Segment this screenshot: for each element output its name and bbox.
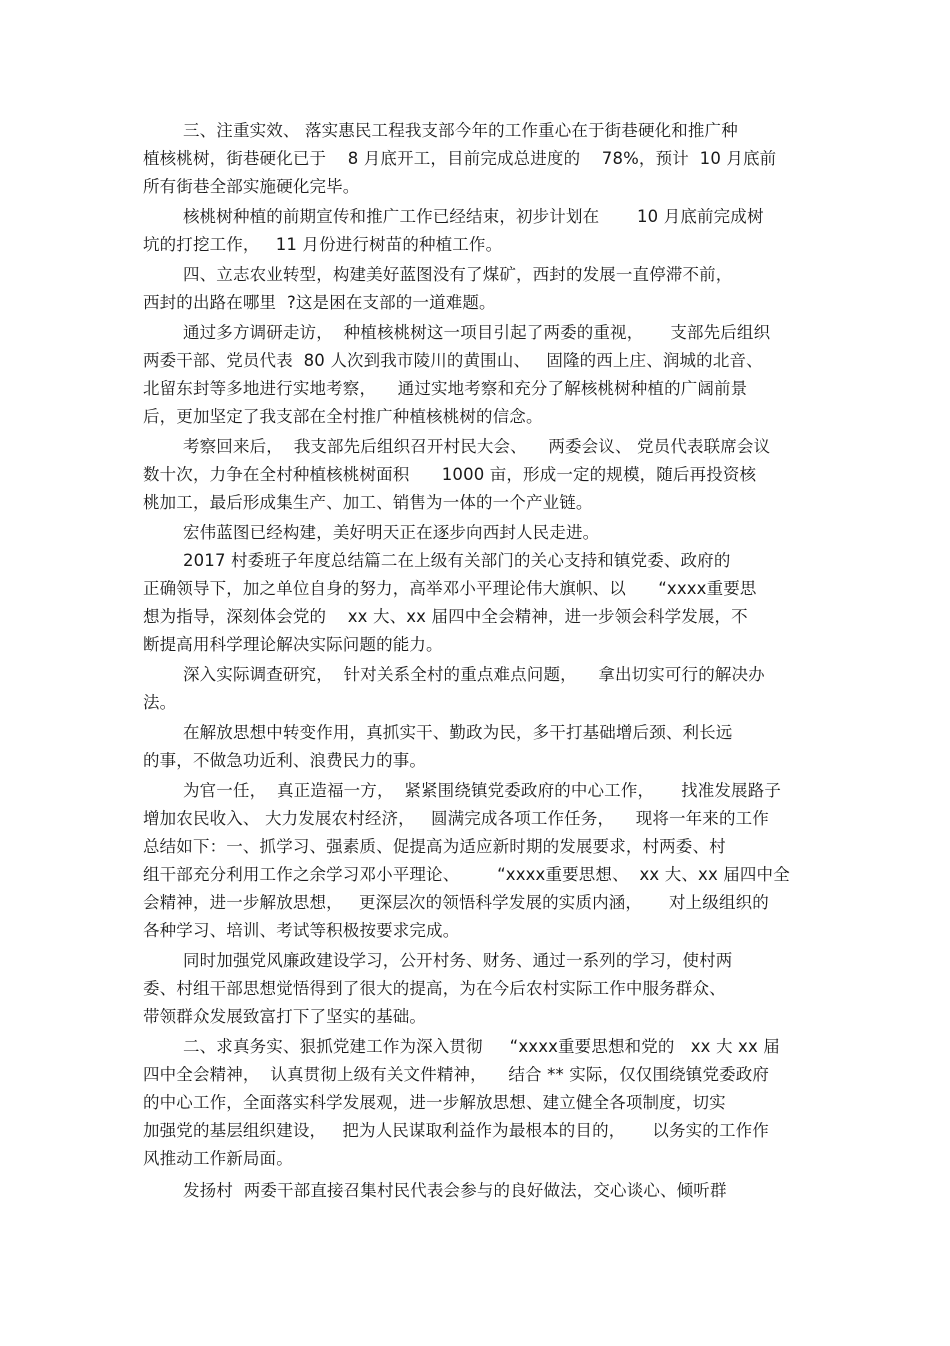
text-line: 组干部充分利用工作之余学习邓小平理论、 “xxxx重要思想、 xx 大、xx 届四中全 bbox=[143, 865, 790, 884]
text-line: 西封的出路在哪里 ?这是困在支部的一道难题。 bbox=[143, 293, 496, 312]
text-line: 委、村组干部思想觉悟得到了很大的提高，为在今后农村实际工作中服务群众、 bbox=[143, 979, 726, 998]
text-line: 想为指导，深刻体会党的 xx 大、xx 届四中全会精神，进一步领会科学发展，不 bbox=[143, 607, 748, 626]
text-line: 增加农民收入、 大力发展农村经济， 圆满完成各项工作任务， 现将一年来的工作 bbox=[143, 809, 769, 828]
text-line: 深入实际调查研究， 针对关系全村的重点难点问题， 拿出切实可行的解决办 bbox=[183, 665, 765, 684]
text-line: 带领群众发展致富打下了坚实的基础。 bbox=[143, 1007, 427, 1026]
text-line: 宏伟蓝图已经构建，美好明天正在逐步向西封人民走进。 bbox=[183, 523, 600, 542]
text-line: 在解放思想中转变作用，真抓实干、勤政为民，多干打基础增后颈、利长远 bbox=[183, 723, 733, 742]
text-line: 断提高用科学理论解决实际问题的能力。 bbox=[143, 635, 443, 654]
text-line: 坑的打挖工作， 11 月份进行树苗的种植工作。 bbox=[143, 235, 503, 254]
text-line: 植核桃树，街巷硬化已于 8 月底开工，目前完成总进度的 78%，预计 10 月底前 bbox=[143, 149, 777, 168]
text-line: 北留东封等多地进行实地考察， 通过实地考察和充分了解核桃树种植的广阔前景 bbox=[143, 379, 748, 398]
text-line: 考察回来后， 我支部先后组织召开村民大会、 两委会议、 党员代表联席会议 bbox=[183, 437, 771, 456]
text-line: 的中心工作，全面落实科学发展观，进一步解放思想、建立健全各项制度，切实 bbox=[143, 1093, 726, 1112]
text-line: 法。 bbox=[143, 693, 177, 712]
text-line: 2017 村委班子年度总结篇二在上级有关部门的关心支持和镇党委、政府的 bbox=[183, 551, 731, 570]
text-line: 同时加强党风廉政建设学习，公开村务、财务、通过一系列的学习，使村两 bbox=[183, 951, 733, 970]
text-line: 风推动工作新局面。 bbox=[143, 1149, 293, 1168]
text-line: 的事，不做急功近利、浪费民力的事。 bbox=[143, 751, 427, 770]
text-line: 四、立志农业转型，构建美好蓝图没有了煤矿，西封的发展一直停滞不前， bbox=[183, 265, 733, 284]
text-line: 四中全会精神， 认真贯彻上级有关文件精神， 结合 ** 实际，仅仅围绕镇党委政府 bbox=[143, 1065, 770, 1084]
text-line: 通过多方调研走访， 种植核桃树这一项目引起了两委的重视， 支部先后组织 bbox=[183, 323, 771, 342]
text-line: 为官一任， 真正造福一方， 紧紧围绕镇党委政府的中心工作， 找准发展路子 bbox=[183, 781, 782, 800]
text-line: 加强党的基层组织建设， 把为人民谋取利益作为最根本的目的， 以务实的工作作 bbox=[143, 1121, 769, 1140]
text-line: 核桃树种植的前期宣传和推广工作已经结束，初步计划在 10 月底前完成树 bbox=[183, 207, 764, 226]
text-line: 两委干部、党员代表 80 人次到我市陵川的黄围山、 固隆的西上庄、润城的北音、 bbox=[143, 351, 763, 370]
text-line: 总结如下：一、抓学习、强素质、促提高为适应新时期的发展要求，村两委、村 bbox=[143, 837, 726, 856]
text-line: 桃加工，最后形成集生产、加工、销售为一体的一个产业链。 bbox=[143, 493, 593, 512]
text-line: 数十次，力争在全村种植核桃树面积 1000 亩，形成一定的规模，随后再投资核 bbox=[143, 465, 757, 484]
text-line: 会精神，进一步解放思想， 更深层次的领悟科学发展的实质内涵， 对上级组织的 bbox=[143, 893, 769, 912]
text-line: 发扬村 两委干部直接召集村民代表会参与的良好做法，交心谈心、倾听群 bbox=[183, 1181, 727, 1200]
text-line: 二、求真务实、狠抓党建工作为深入贯彻 “xxxx重要思想和党的 xx 大 xx 届 bbox=[183, 1037, 780, 1056]
text-line: 所有街巷全部实施硬化完毕。 bbox=[143, 177, 360, 196]
text-line: 各种学习、培训、考试等积极按要求完成。 bbox=[143, 921, 460, 940]
text-line: 三、注重实效、 落实惠民工程我支部今年的工作重心在于街巷硬化和推广种 bbox=[183, 121, 738, 140]
text-line: 后，更加坚定了我支部在全村推广种植核桃树的信念。 bbox=[143, 407, 543, 426]
text-line: 正确领导下，加之单位自身的努力，高举邓小平理论伟大旗帜、以 “xxxx重要思 bbox=[143, 579, 757, 598]
